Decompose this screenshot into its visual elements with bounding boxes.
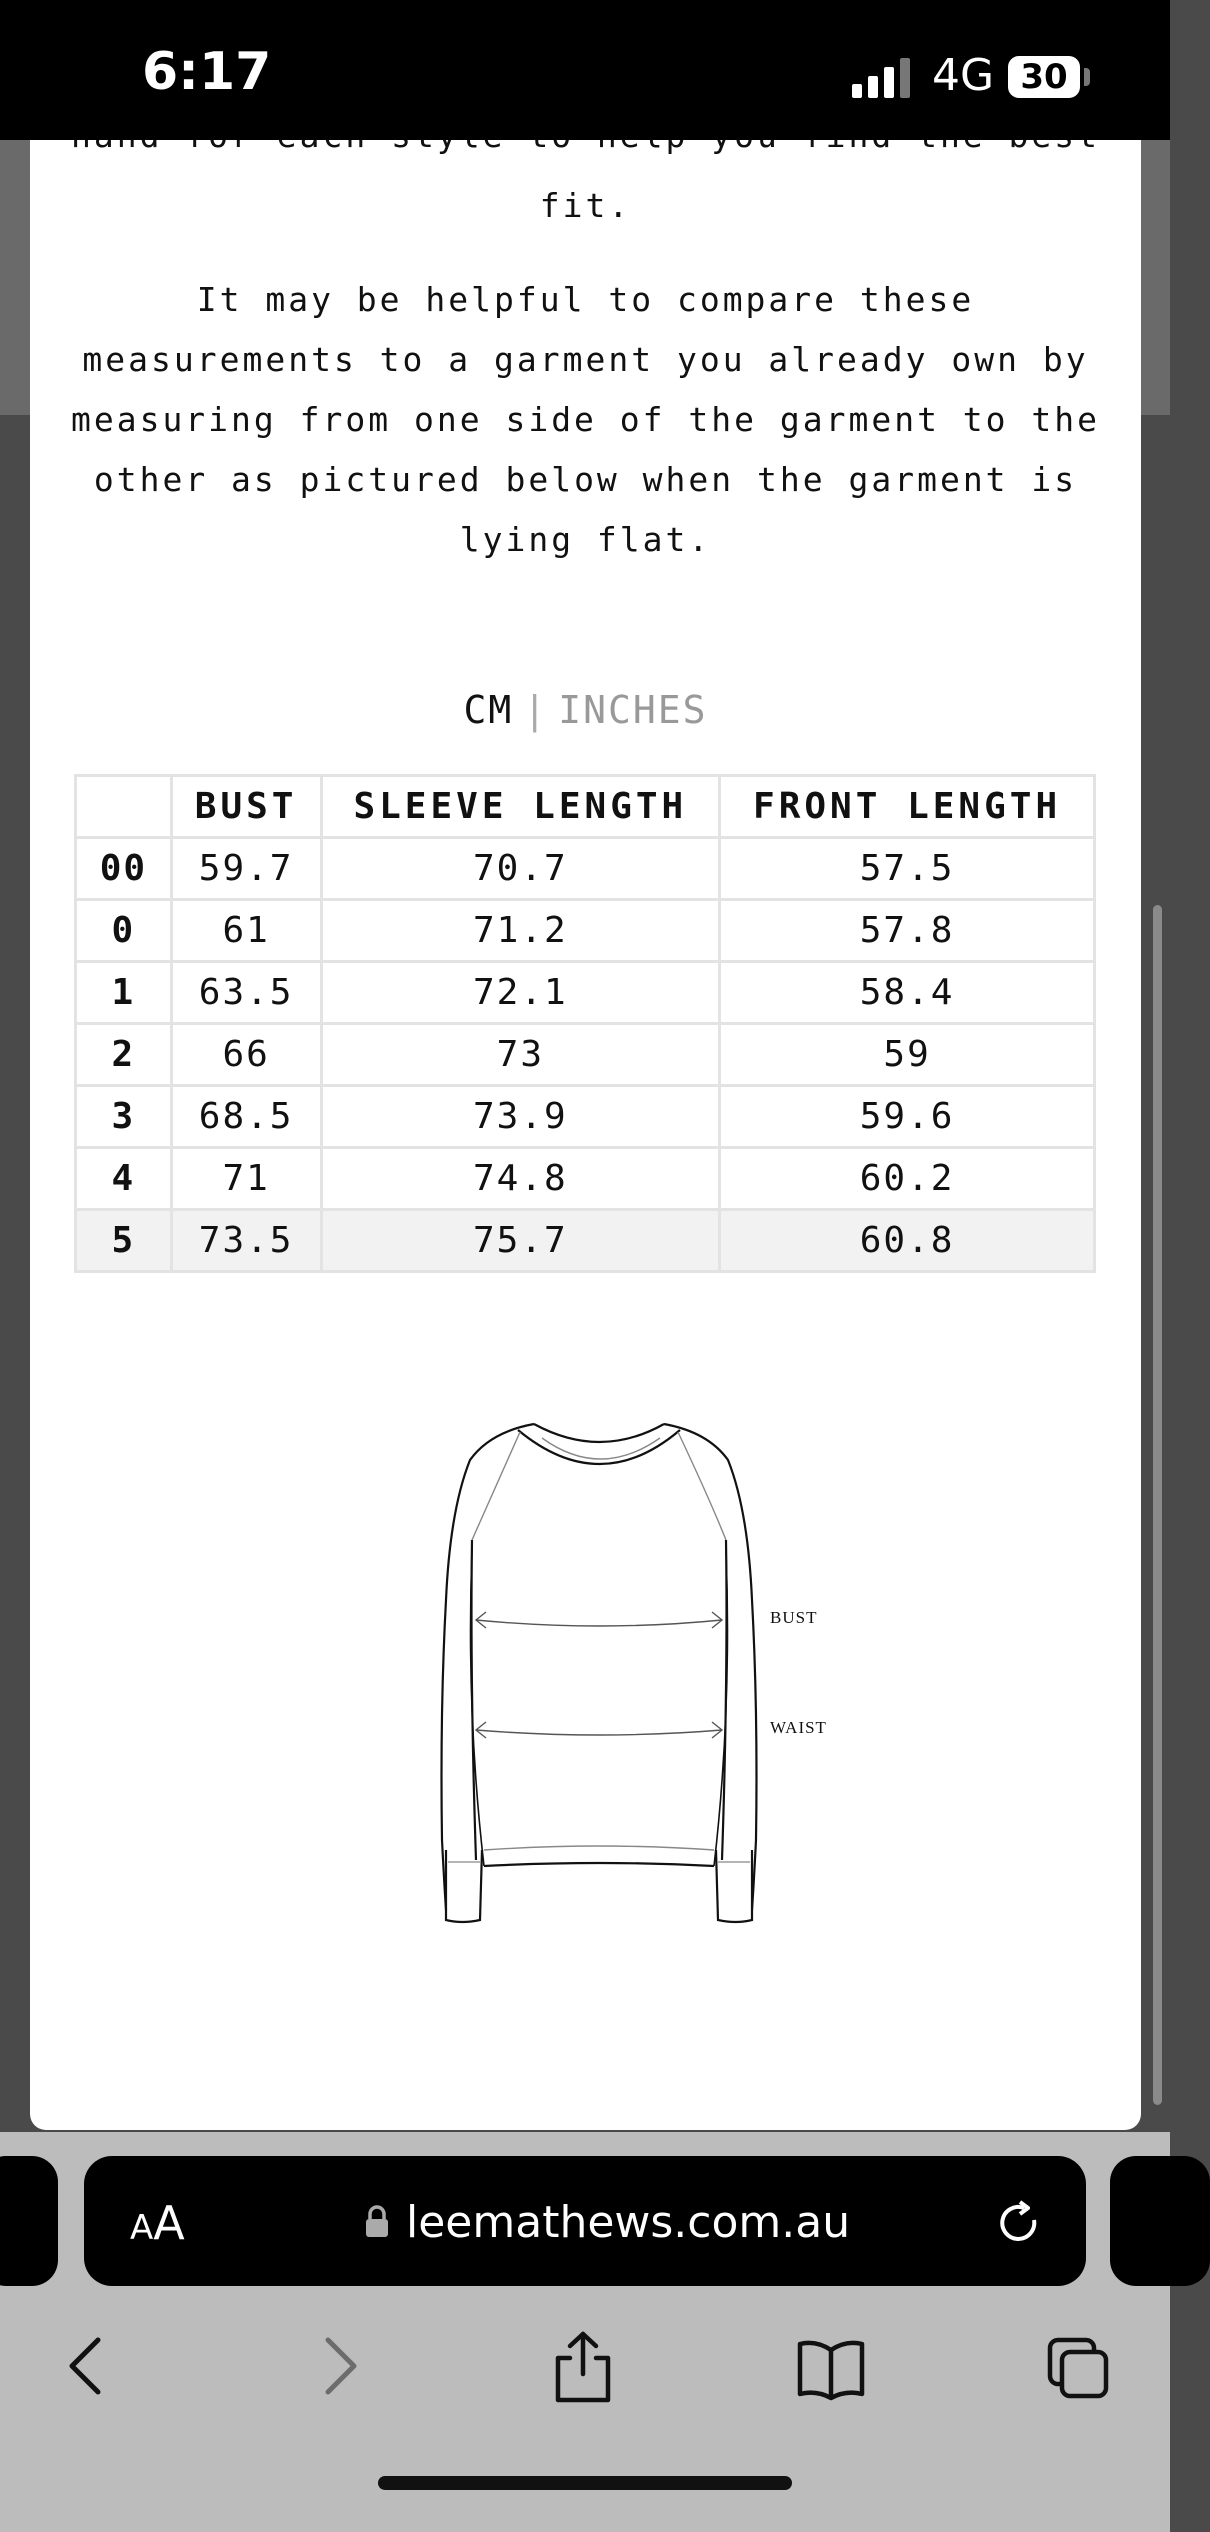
size-table xyxy=(74,774,1096,1273)
sweater-outline-icon xyxy=(380,1380,880,1960)
size-cell: 0 xyxy=(76,900,172,962)
header-bust: BUST xyxy=(171,776,321,838)
unit-inches-tab[interactable]: INCHES xyxy=(558,688,708,732)
url-text: leemathews.com.au xyxy=(406,2196,851,2248)
text-size-small-a: A xyxy=(130,2208,154,2248)
front-length-cell: 57.8 xyxy=(720,900,1095,962)
text-size-button[interactable] xyxy=(130,2196,185,2250)
bust-cell: 71 xyxy=(171,1148,321,1210)
size-cell: 4 xyxy=(76,1148,172,1210)
battery-level: 30 xyxy=(1020,57,1068,97)
forward-arrow-icon[interactable] xyxy=(306,2328,376,2404)
front-length-cell: 59.6 xyxy=(720,1086,1095,1148)
table-row xyxy=(76,1024,1095,1086)
header-sleeve-length: SLEEVE LENGTH xyxy=(321,776,720,838)
waist-label: WAIST xyxy=(770,1718,827,1737)
previous-tab-preview[interactable] xyxy=(0,2156,58,2286)
browser-toolbar xyxy=(0,2132,1170,2532)
home-indicator[interactable] xyxy=(378,2476,792,2490)
front-length-cell: 58.4 xyxy=(720,962,1095,1024)
sleeve-cell: 73 xyxy=(321,1024,720,1086)
url-field[interactable] xyxy=(364,2194,884,2250)
lock-icon xyxy=(364,2205,390,2239)
front-length-cell: 60.8 xyxy=(720,1210,1095,1272)
size-cell: 3 xyxy=(76,1086,172,1148)
size-guide-sheet[interactable] xyxy=(30,140,1141,2130)
front-length-cell: 60.2 xyxy=(720,1148,1095,1210)
table-row xyxy=(76,962,1095,1024)
unit-separator: | xyxy=(523,688,549,732)
sleeve-cell: 73.9 xyxy=(321,1086,720,1148)
size-cell: 1 xyxy=(76,962,172,1024)
share-icon[interactable] xyxy=(548,2328,618,2404)
sleeve-cell: 74.8 xyxy=(321,1148,720,1210)
front-length-cell: 57.5 xyxy=(720,838,1095,900)
next-tab-preview[interactable] xyxy=(1110,2156,1210,2286)
bust-cell: 61 xyxy=(171,900,321,962)
text-size-large-a: A xyxy=(153,2196,185,2250)
back-arrow-icon[interactable] xyxy=(50,2328,120,2404)
sleeve-cell: 71.2 xyxy=(321,900,720,962)
cellular-signal-icon xyxy=(852,58,914,98)
garment-diagram xyxy=(380,1380,880,1960)
battery-icon xyxy=(1008,56,1080,98)
status-time: 6:17 xyxy=(142,42,272,102)
scrollbar[interactable] xyxy=(1153,905,1162,2105)
reload-icon[interactable] xyxy=(994,2198,1044,2248)
front-length-cell: 59 xyxy=(720,1024,1095,1086)
table-header-row xyxy=(76,776,1095,838)
battery-cap xyxy=(1084,68,1090,86)
network-type: 4G xyxy=(932,50,995,101)
bust-cell: 68.5 xyxy=(171,1086,321,1148)
bust-cell: 73.5 xyxy=(171,1210,321,1272)
header-front-length: FRONT LENGTH xyxy=(720,776,1095,838)
unit-cm-tab[interactable]: CM xyxy=(463,688,514,732)
bust-cell: 59.7 xyxy=(171,838,321,900)
table-row xyxy=(76,1086,1095,1148)
bust-cell: 63.5 xyxy=(171,962,321,1024)
bookmarks-icon[interactable] xyxy=(796,2328,866,2404)
table-row xyxy=(76,900,1095,962)
unit-toggle xyxy=(30,688,1141,732)
bust-label: BUST xyxy=(770,1608,818,1627)
table-row xyxy=(76,838,1095,900)
size-cell: 5 xyxy=(76,1210,172,1272)
size-cell: 2 xyxy=(76,1024,172,1086)
table-row xyxy=(76,1210,1095,1272)
header-size xyxy=(76,776,172,838)
bust-cell: 66 xyxy=(171,1024,321,1086)
size-cell: 00 xyxy=(76,838,172,900)
table-row xyxy=(76,1148,1095,1210)
intro-paragraph: It may be helpful to compare these measurements to a garment you already own by measuring from one side of the garment to the other as pictured below when the garment is lying flat. xyxy=(70,280,1101,559)
intro-text-fit: fit. xyxy=(539,186,632,225)
sleeve-cell: 72.1 xyxy=(321,962,720,1024)
status-bar xyxy=(0,0,1170,140)
sleeve-cell: 70.7 xyxy=(321,838,720,900)
sleeve-cell: 75.7 xyxy=(321,1210,720,1272)
address-bar[interactable] xyxy=(84,2156,1086,2286)
tabs-icon[interactable] xyxy=(1044,2328,1114,2404)
